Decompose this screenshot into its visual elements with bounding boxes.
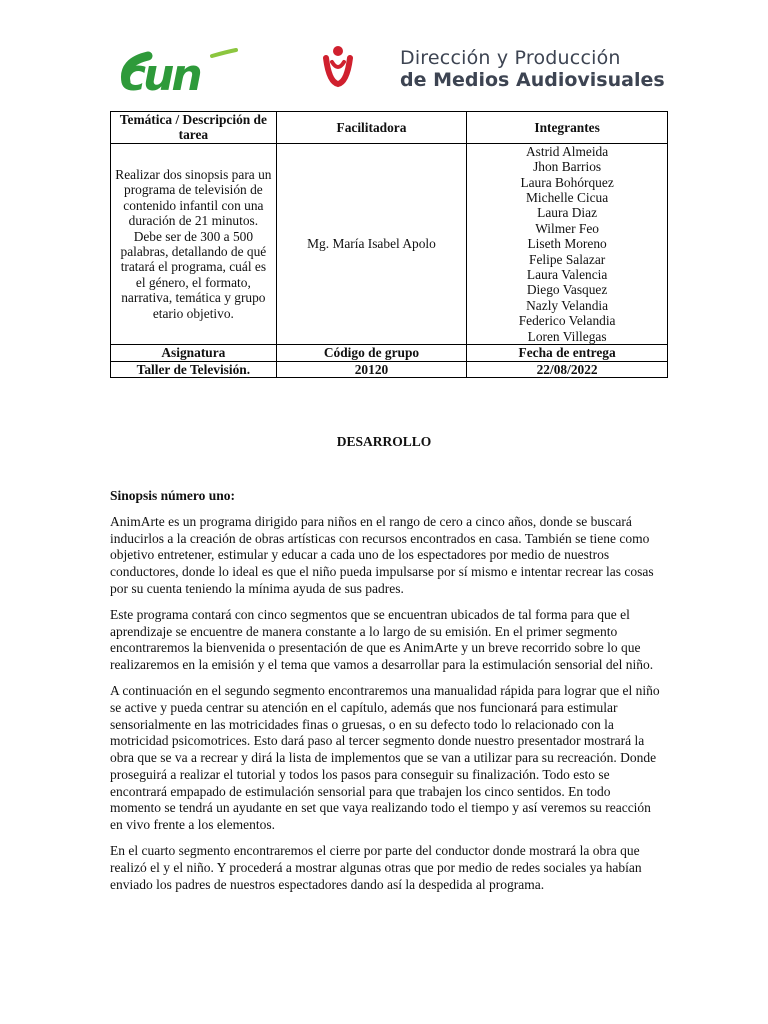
member-name: Felipe Salazar <box>529 251 606 267</box>
member-name: Laura Valencia <box>526 267 608 283</box>
facilitator-name: Mg. María Isabel Apolo <box>276 143 466 344</box>
subject-value: Taller de Televisión. <box>111 361 277 377</box>
due-date-value: 22/08/2022 <box>467 361 668 377</box>
section-title: DESARROLLO <box>336 434 432 449</box>
svg-text:cun: cun <box>120 50 200 98</box>
group-code-value: 20120 <box>276 361 466 377</box>
table-header-row <box>111 112 668 144</box>
header-facilitator: Facilitadora <box>276 112 466 144</box>
department-title <box>400 47 665 91</box>
department-title-line1: Dirección y Producción <box>400 47 621 69</box>
document-header <box>110 38 670 98</box>
task-description: Realizar dos sinopsis para un programa de televisión de contenido infantil con una duración de 21 minutos. <box>115 166 272 229</box>
task-requirements: Debe ser de 300 a 500 palabras, detallando de qué tratará el programa, cuál es el género, el formato, narrativa, temática y grupo etario objetivo. <box>120 228 267 321</box>
table-values-row <box>111 361 668 377</box>
table-subheader-row <box>111 345 668 361</box>
department-title-line2: de Medios Audiovisuales <box>400 69 665 91</box>
member-name: Federico Velandia <box>518 313 616 329</box>
members-list <box>467 143 668 344</box>
member-name: Jhon Barrios <box>533 159 602 175</box>
task-cell <box>111 143 277 344</box>
member-name: Nazly Velandia <box>526 297 609 313</box>
member-name: Liseth Moreno <box>527 236 607 252</box>
member-name: Loren Villegas <box>527 328 607 344</box>
member-name: Wilmer Feo <box>535 220 599 236</box>
member-name: Michelle Cicua <box>526 190 609 206</box>
header-due-date: Fecha de entrega <box>467 345 668 361</box>
dpma-logo <box>323 44 353 92</box>
member-name: Laura Bohórquez <box>520 174 614 190</box>
header-group-code: Código de grupo <box>276 345 466 361</box>
header-subject: Asignatura <box>111 345 277 361</box>
paragraph: AnimArte es un programa dirigido para niños en el rango de cero a cinco años, donde se buscará inducirlos a la creación de obras artísticas con recursos encontrados en casa. También se tiene como objetivo entretener, estimular y educar a cada uno de los espectadores por medio de nuestros conductores, donde lo ideal es que el niño pueda impulsarse por sí mismo e intentar recrear las cosas por su cuenta teniendo la mínima ayuda de sus padres. <box>110 514 654 596</box>
cun-logo <box>118 42 268 98</box>
header-task: Temática / Descripción de tarea <box>111 112 277 144</box>
paragraph: Este programa contará con cinco segmentos que se encuentran ubicados de tal forma para que el aprendizaje se encuentre de manera constante a lo largo de su emisión. En el primer segmento encontraremos la bienvenida o presentación de que es AnimArte y un breve recorrido sobre lo que realizaremos en la emisión y el tema que vamos a desarrollar para la estimulación sensorial del niño. <box>110 607 654 673</box>
member-name: Astrid Almeida <box>526 143 609 159</box>
synopsis-body <box>110 514 662 903</box>
assignment-info-table <box>110 111 668 378</box>
member-name: Diego Vasquez <box>526 282 608 298</box>
header-members: Integrantes <box>467 112 668 144</box>
synopsis-subtitle: Sinopsis número uno: <box>110 488 236 503</box>
table-content-row <box>111 143 668 344</box>
paragraph: En el cuarto segmento encontraremos el cierre por parte del conductor donde mostrará la obra que realizó el y el niño. Y procederá a mostrar algunas otras que por medio de redes sociales ya habían enviado los padres de nuestros espectadores dando así la despedida al programa. <box>110 843 642 892</box>
member-name: Laura Diaz <box>537 205 598 221</box>
paragraph: A continuación en el segundo segmento encontraremos una manualidad rápida para lograr que el niño se active y pueda centrar su atención en el capítulo, además que nos funcionará para estimular sensorialmente en las motricidades finas o gruesas, o en su defecto todo lo relacionado con la motricidad psicomotrices. Esto dará paso al tercer segmento donde nuestro presentador mostrará la obra que se va a recrear y dirá la lista de implementos que se van a utilizar para su recreación. Donde proseguirá a realizar el tutorial y todos los pasos para conseguir su finalización. Todo esto se encontrará empapado de estimulación sensorial para que trabajen los cinco sentidos. En todo momento se tendrá un ayudante en set que vaya realizando todo el tiempo y así veremos su reacción en vivo frente a los elementos. <box>110 683 660 832</box>
